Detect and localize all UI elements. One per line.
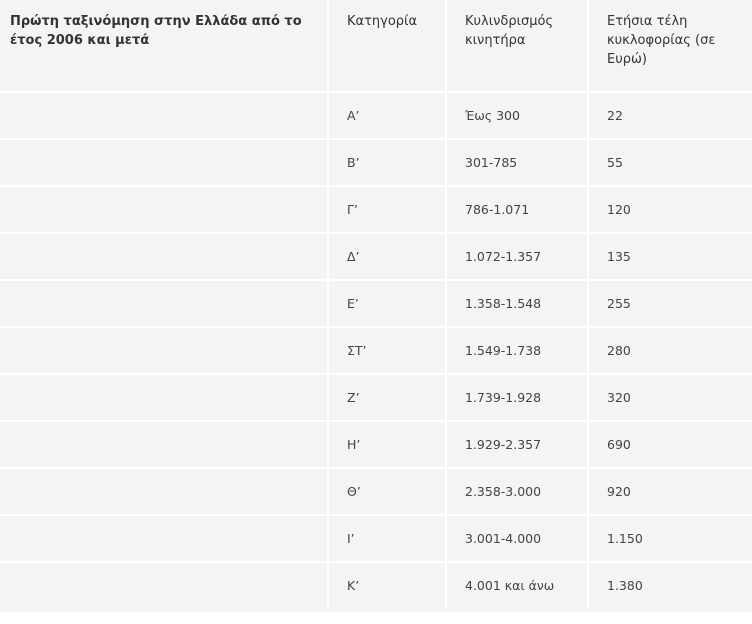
header-category: Κατηγορία [328, 0, 446, 92]
engine-capacity-cell: 786-1.071 [446, 186, 588, 233]
table-row [0, 186, 752, 233]
category-cell: Δ’ [328, 233, 446, 280]
table-row [0, 421, 752, 468]
table-row [0, 562, 752, 609]
table-row [0, 280, 752, 327]
table-row [0, 139, 752, 186]
header-registration: Πρώτη ταξινόμηση στην Ελλάδα από το έτος 2006 και μετά [0, 0, 328, 92]
engine-capacity-cell: 1.358-1.548 [446, 280, 588, 327]
registration-cell [0, 186, 328, 233]
category-cell: Ζ’ [328, 374, 446, 421]
engine-capacity-cell: 4.001 και άνω [446, 562, 588, 609]
category-cell: ΣΤ’ [328, 327, 446, 374]
annual-fee-cell: 135 [588, 233, 752, 280]
engine-capacity-cell: 301-785 [446, 139, 588, 186]
annual-fee-cell: 55 [588, 139, 752, 186]
annual-fee-cell: 255 [588, 280, 752, 327]
category-cell: Α’ [328, 92, 446, 139]
category-cell: Γ’ [328, 186, 446, 233]
annual-fee-cell: 22 [588, 92, 752, 139]
registration-cell [0, 562, 328, 609]
registration-cell [0, 280, 328, 327]
engine-capacity-cell: 1.549-1.738 [446, 327, 588, 374]
registration-cell [0, 374, 328, 421]
engine-capacity-cell: 3.001-4.000 [446, 515, 588, 562]
header-engine-capacity: Κυλινδρισμός κινητήρα [446, 0, 588, 92]
registration-cell [0, 92, 328, 139]
engine-capacity-cell: 1.929-2.357 [446, 421, 588, 468]
engine-capacity-cell: 1.739-1.928 [446, 374, 588, 421]
annual-fee-cell: 690 [588, 421, 752, 468]
table-row [0, 515, 752, 562]
engine-capacity-cell: 2.358-3.000 [446, 468, 588, 515]
annual-fee-cell: 1.380 [588, 562, 752, 609]
registration-cell [0, 421, 328, 468]
annual-fee-cell: 1.150 [588, 515, 752, 562]
category-cell: Ι’ [328, 515, 446, 562]
category-cell: Κ’ [328, 562, 446, 609]
annual-fee-cell: 120 [588, 186, 752, 233]
engine-capacity-cell: 1.072-1.357 [446, 233, 588, 280]
table-row [0, 374, 752, 421]
table-header-row [0, 0, 752, 92]
category-cell: Θ’ [328, 468, 446, 515]
registration-cell [0, 139, 328, 186]
annual-fee-cell: 280 [588, 327, 752, 374]
category-cell: Ε’ [328, 280, 446, 327]
engine-capacity-cell: Έως 300 [446, 92, 588, 139]
registration-cell [0, 327, 328, 374]
registration-cell [0, 233, 328, 280]
annual-fee-cell: 320 [588, 374, 752, 421]
table-row [0, 468, 752, 515]
table-row [0, 233, 752, 280]
category-cell: Β’ [328, 139, 446, 186]
registration-cell [0, 515, 328, 562]
registration-cell [0, 468, 328, 515]
annual-fee-cell: 920 [588, 468, 752, 515]
table-row [0, 92, 752, 139]
table-row [0, 327, 752, 374]
category-cell: Η’ [328, 421, 446, 468]
header-annual-fee: Ετήσια τέλη κυκλοφορίας (σε Ευρώ) [588, 0, 752, 92]
